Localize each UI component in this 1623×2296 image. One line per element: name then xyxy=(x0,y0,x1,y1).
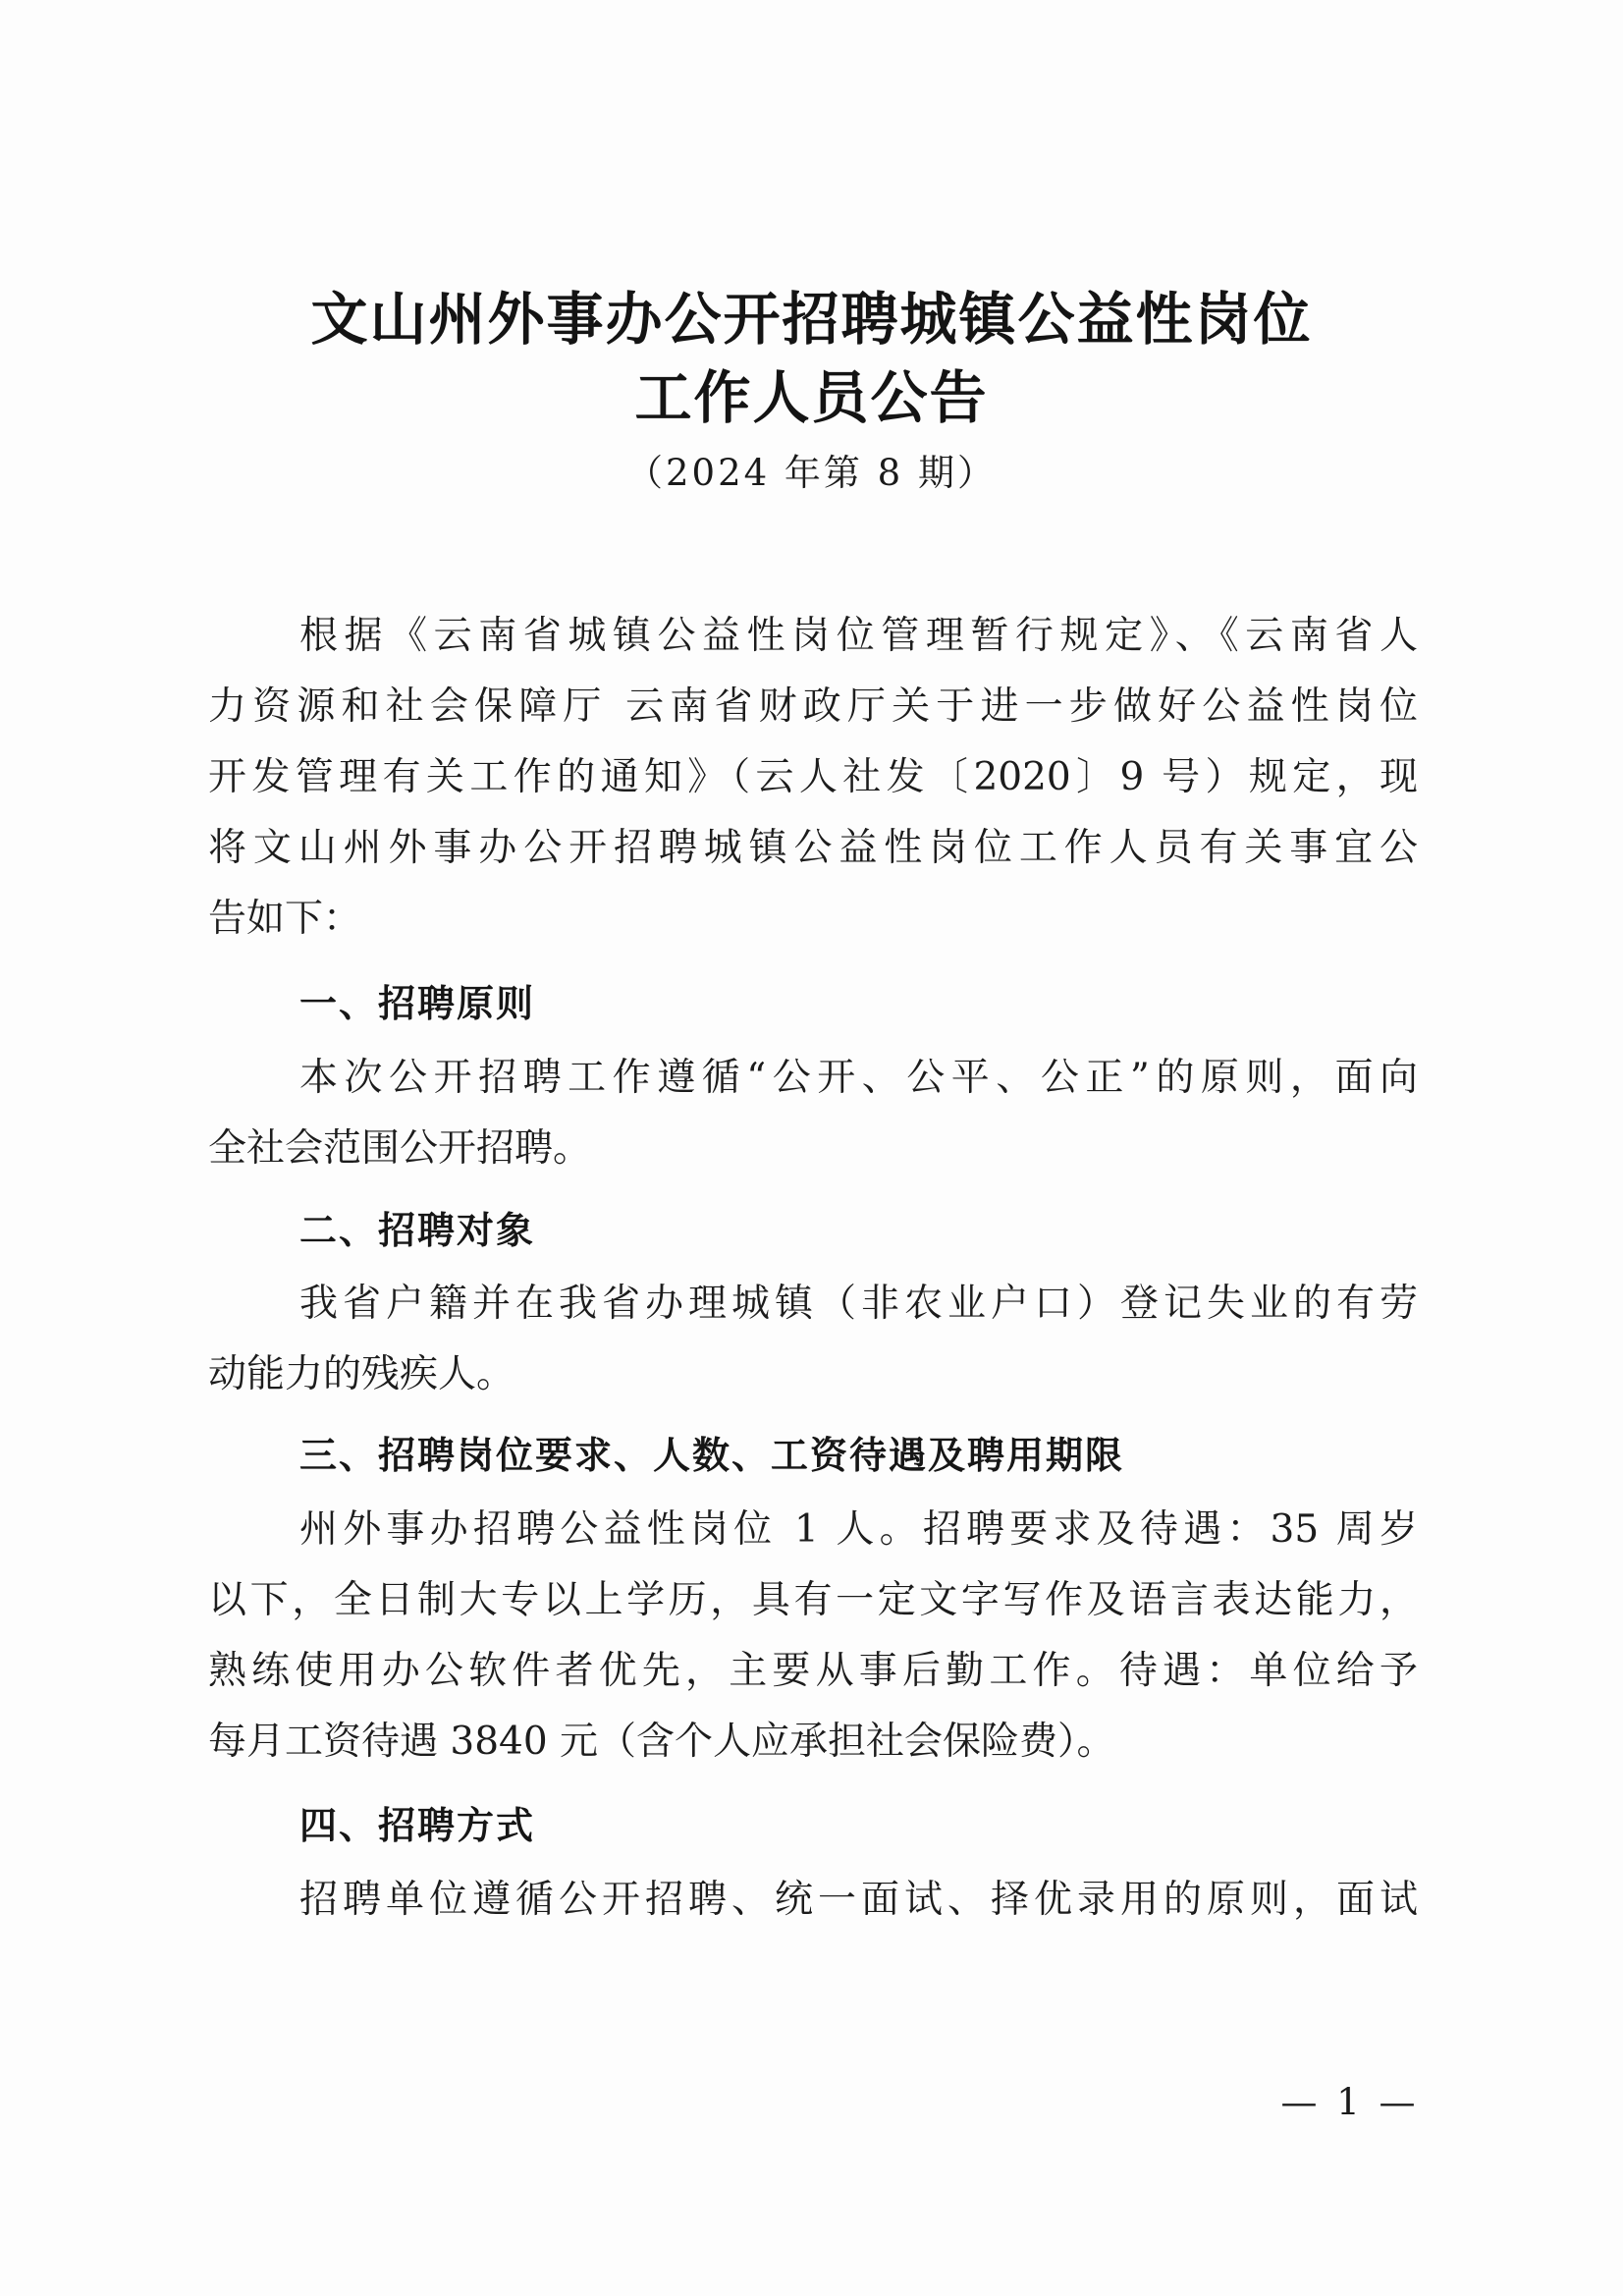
paragraph-line: 熟练使用办公软件者优先，主要从事后勤工作。待遇：单位给予 xyxy=(208,1649,1418,1693)
paragraph-line: 本次公开招聘工作遵循“公开、公平、公正”的原则，面向 xyxy=(299,1056,1418,1100)
intro-line: 开发管理有关工作的通知》（云人社发〔2020〕9 号）规定，现 xyxy=(208,755,1418,799)
section-heading: 四、招聘方式 xyxy=(299,1804,536,1847)
paragraph-line: 以下，全日制大专以上学历，具有一定文字写作及语言表达能力， xyxy=(208,1578,1418,1622)
document-title-line-2: 工作人员公告 xyxy=(634,364,989,431)
paragraph-line: 每月工资待遇 3840 元（含个人应承担社会保险费）。 xyxy=(208,1720,1115,1764)
intro-line: 根据《云南省城镇公益性岗位管理暂行规定》、《云南省人 xyxy=(299,614,1418,658)
document-title-line-1: 文山州外事办公开招聘城镇公益性岗位 xyxy=(310,286,1313,353)
paragraph-line: 招聘单位遵循公开招聘、统一面试、择优录用的原则，面试 xyxy=(299,1878,1418,1922)
intro-line: 将文山州外事办公开招聘城镇公益性岗位工作人员有关事宜公 xyxy=(208,826,1418,870)
paragraph-line: 动能力的残疾人。 xyxy=(208,1352,515,1396)
section-heading: 二、招聘对象 xyxy=(299,1209,536,1252)
paragraph-line: 全社会范围公开招聘。 xyxy=(208,1126,592,1171)
intro-line: 告如下： xyxy=(208,897,362,941)
intro-line: 力资源和社会保障厅 云南省财政厅关于进一步做好公益性岗位 xyxy=(208,684,1418,729)
section-heading: 一、招聘原则 xyxy=(299,982,536,1025)
paragraph-line: 州外事办招聘公益性岗位 1 人。招聘要求及待遇：35 周岁 xyxy=(299,1507,1418,1552)
page-number: — 1 — xyxy=(1280,2081,1420,2123)
issue-number: （2024 年第 8 期） xyxy=(626,452,997,494)
section-heading: 三、招聘岗位要求、人数、工资待遇及聘用期限 xyxy=(299,1434,1125,1477)
paragraph-line: 我省户籍并在我省办理城镇（非农业户口）登记失业的有劳 xyxy=(299,1282,1418,1326)
